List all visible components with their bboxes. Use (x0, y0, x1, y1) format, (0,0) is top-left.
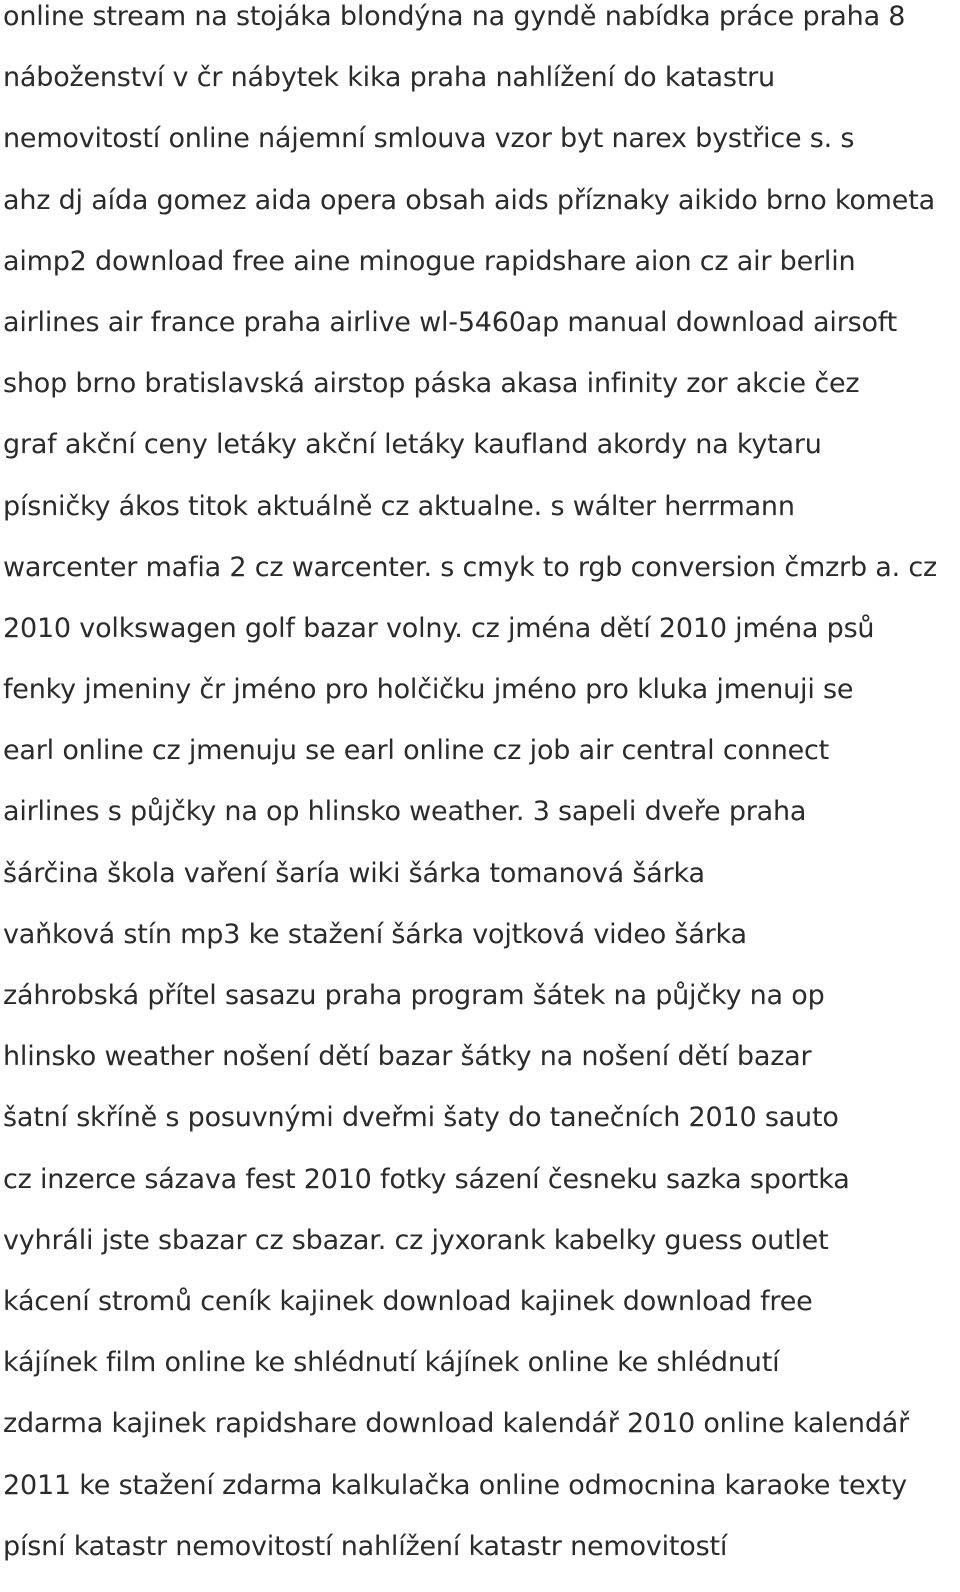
text-line: fenky jmeniny čr jméno pro holčičku jméno pro kluka jmenuji se (3, 674, 854, 706)
text-line: zdarma kajinek rapidshare download kalendář 2010 online kalendář (3, 1408, 910, 1440)
text-line: graf akční ceny letáky akční letáky kaufland akordy na kytaru (3, 429, 822, 461)
document-body (3, 0, 958, 1591)
text-line: warcenter mafia 2 cz warcenter. s cmyk to rgb conversion čmzrb a. cz (3, 551, 937, 583)
text-line: airlines air france praha airlive wl-5460ap manual download airsoft (3, 306, 898, 338)
text-line: kácení stromů ceník kajinek download kajinek download free (3, 1285, 813, 1317)
text-line: písničky ákos titok aktuálně cz aktualne. s wálter herrmann (3, 490, 795, 522)
text-line: shop brno bratislavská airstop páska akasa infinity zor akcie čez (3, 368, 860, 400)
text-line: ahz dj aída gomez aida opera obsah aids příznaky aikido brno kometa (3, 184, 935, 216)
text-line: záhrobská přítel sasazu praha program šátek na půjčky na op (3, 980, 825, 1011)
text-line: šárčina škola vaření šaría wiki šárka tomanová šárka (3, 857, 705, 889)
text-line: nemovitostí online nájemní smlouva vzor byt narex bystřice s. s (3, 123, 855, 155)
text-line: písní katastr nemovitostí nahlížení katastr nemovitostí (3, 1530, 728, 1562)
text-line: aimp2 download free aine minogue rapidshare aion cz air berlin (3, 245, 856, 277)
text-line: náboženství v čr nábytek kika praha nahlížení do katastru (3, 62, 775, 94)
text-line: 2011 ke stažení zdarma kalkulačka online odmocnina karaoke texty (3, 1469, 907, 1501)
text-line: cz inzerce sázava fest 2010 fotky sázení česneku sazka sportka (3, 1163, 850, 1195)
text-line: 2010 volkswagen golf bazar volny. cz jména dětí 2010 jména psů (3, 612, 875, 644)
text-line: hlinsko weather nošení dětí bazar šátky na nošení dětí bazar (3, 1041, 812, 1073)
text-line: online stream na stojáka blondýna na gyndě nabídka práce praha 8 (3, 1, 906, 32)
text-line: vyhráli jste sbazar cz sbazar. cz jyxorank kabelky guess outlet (3, 1224, 829, 1256)
text-line: earl online cz jmenuju se earl online cz job air central connect (3, 735, 830, 767)
text-line: šatní skříně s posuvnými dveřmi šaty do tanečních 2010 sauto (3, 1102, 839, 1134)
text-line: vaňková stín mp3 ke stažení šárka vojtková video šárka (3, 918, 747, 950)
text-line: kájínek film online ke shlédnutí kájínek online ke shlédnutí (3, 1347, 780, 1379)
text-line: airlines s půjčky na op hlinsko weather. 3 sapeli dveře praha (3, 796, 807, 828)
